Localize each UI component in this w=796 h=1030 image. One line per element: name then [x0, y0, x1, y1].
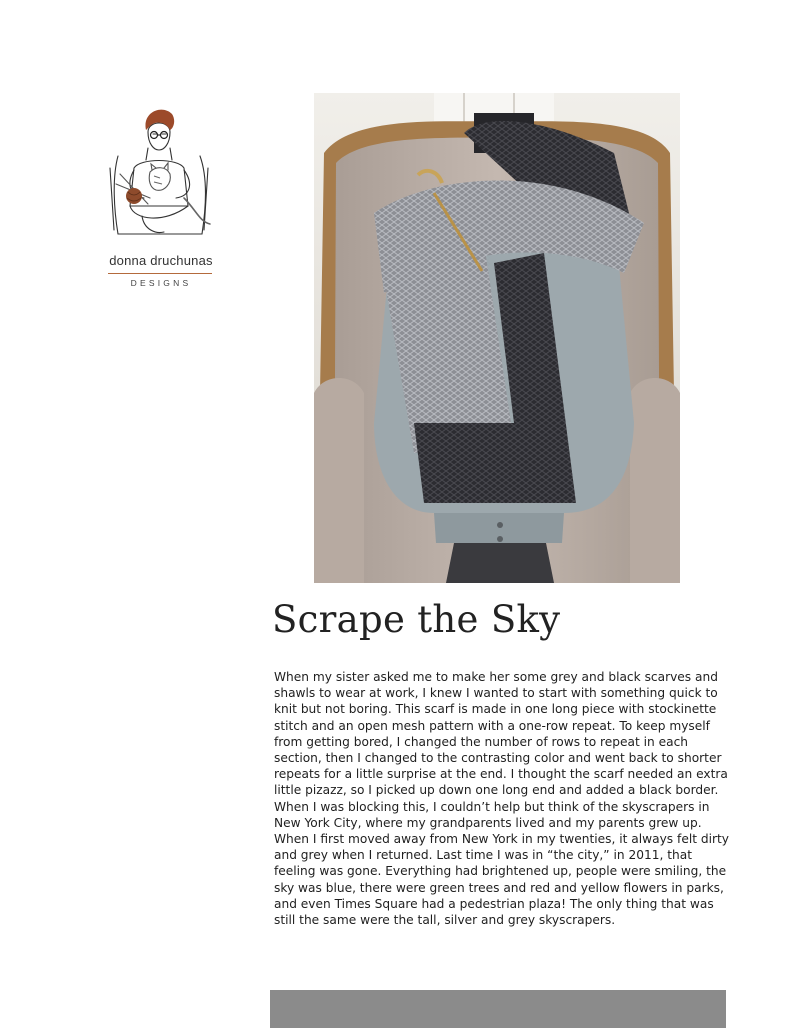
brand-logo — [96, 98, 226, 296]
scarf-on-mannequin-image — [314, 93, 680, 583]
scarf-photo — [314, 93, 680, 583]
article-title: Scrape the Sky — [272, 598, 561, 641]
article-body: When my sister asked me to make her some grey and black scarves and shawls to wear at work, I knew I wanted to start with something quick to knit but not boring. This scarf is made in one long piece with stockinette stitch and an open mesh pattern with a one-row repeat. To keep myself from getting bored, I changed the number of rows to repeat in each section, then I changed to the contrasting color and went back to shorter repeats for a little surprise at the end. I thought the scarf needed an extra little pizazz, so I picked up down one long end and added a black border. When I was blocking this, I couldn’t help but think of the skyscrapers in New York City, where my grandparents lived and my parents grew up. When I first moved away from New York in my twenties, it always felt dirty and grey when I returned. Last time I was in “the city,” in 2011, that feeling was gone. Everything had brightened up, people were smiling, the sky was blue, there were green trees and red and yellow flowers in parks, and even Times Square had a pedestrian plaza! The only thing that was still the same were the tall, silver and grey skyscrapers. — [274, 670, 729, 928]
brand-divider — [108, 273, 212, 274]
knitter-illustration — [104, 98, 216, 248]
brand-name: donna druchunas — [109, 253, 213, 268]
footer-bar — [270, 990, 726, 1028]
brand-tagline: DESIGNS — [130, 278, 192, 288]
